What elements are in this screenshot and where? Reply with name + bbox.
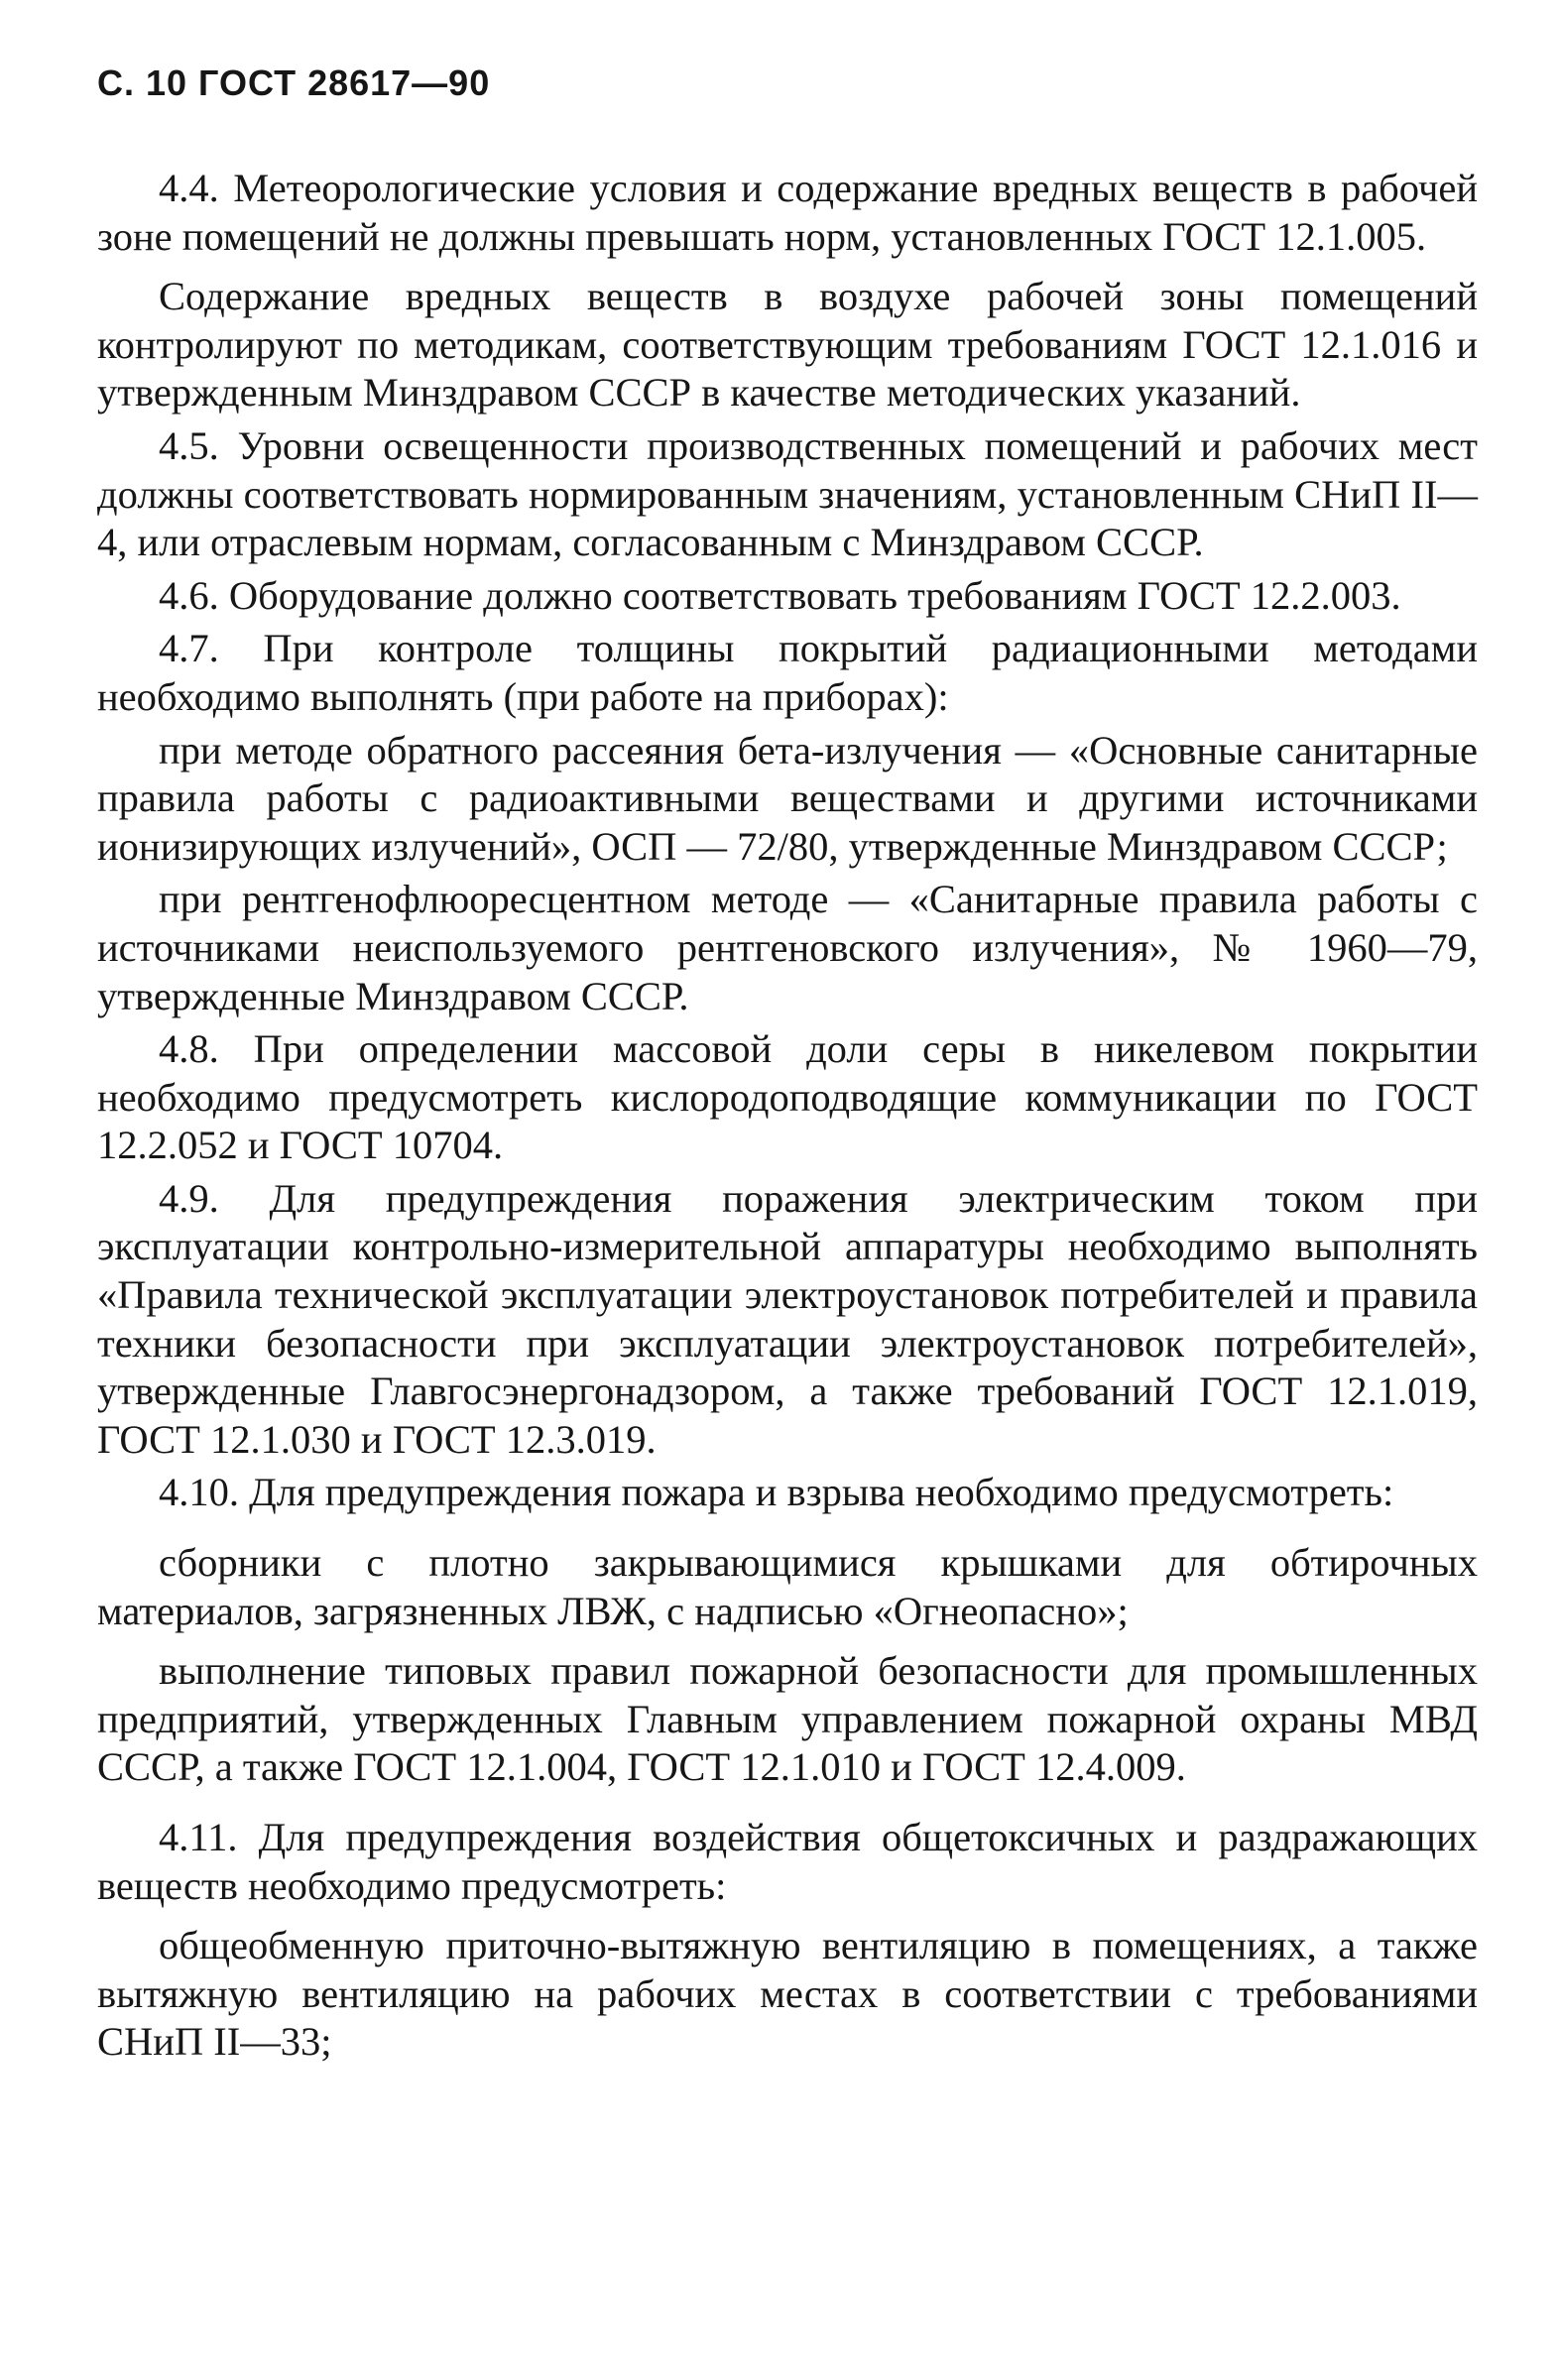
- paragraph-4-10-fire-rules: выполнение типовых правил пожарной безопасности для промышленных предприятий, утвержденных Главным управлением пожарной охраны МВД СССР, а также ГОСТ 12.1.004, ГОСТ 12.1.010 и ГОСТ 12.4.009.: [97, 1648, 1478, 1790]
- paragraph-4-7-xray: при рентгенофлюоресцентном методе — «Санитарные правила работы с источниками неиспользуемого рентгеновского излучения», № 1960—79, утвержденные Минздравом СССР.: [97, 877, 1478, 1018]
- paragraph-4-4: 4.4. Метеорологические условия и содержание вредных веществ в рабочей зоне помещений не должны превышать норм, установленных ГОСТ 12.1.005.: [97, 166, 1478, 259]
- paragraph-4-4-control: Содержание вредных веществ в воздухе рабочей зоны помещений контролируют по методикам, соответствующим требованиям ГОСТ 12.1.016 и утвержденным Минздравом СССР в качестве методических указаний.: [97, 274, 1478, 416]
- paragraph-4-10-collectors: сборники с плотно закрывающимися крышками для обтирочных материалов, загрязненных ЛВЖ, с надписью «Огнеопасно»;: [97, 1540, 1478, 1633]
- page-header: С. 10 ГОСТ 28617—90: [97, 62, 491, 103]
- paragraph-4-9: 4.9. Для предупреждения поражения электрическим током при эксплуатации контрольно-измерительной аппаратуры необходимо выполнять «Правила технической эксплуатации электроустановок потребителей и правила техники безопасности при эксплуатации электроустановок потребителей», утвержденные Главгосэнергонадзором, а также требований ГОСТ 12.1.019, ГОСТ 12.1.030 и ГОСТ 12.3.019.: [97, 1175, 1478, 1462]
- paragraph-4-7-beta: при методе обратного рассеяния бета-излучения — «Основные санитарные правила работы с радиоактивными веществами и другими источниками ионизирующих излучений», ОСП — 72/80, утвержденные Минздравом СССР;: [97, 727, 1478, 869]
- paragraph-4-8: 4.8. При определении массовой доли серы в никелевом покрытии необходимо предусмотреть кислородоподводящие коммуникации по ГОСТ 12.2.052 и ГОСТ 10704.: [97, 1026, 1478, 1168]
- document-page: [97, 58, 1478, 2338]
- paragraph-4-7: 4.7. При контроле толщины покрытий радиационными методами необходимо выполнять (при работе на приборах):: [97, 626, 1478, 719]
- document-body: [97, 165, 1478, 2067]
- paragraph-4-10: 4.10. Для предупреждения пожара и взрыва необходимо предусмотреть:: [159, 1470, 1394, 1515]
- paragraph-4-5: 4.5. Уровни освещенности производственных помещений и рабочих мест должны соответствовать нормированным значениям, установленным СНиП II—4, или отраслевым нормам, согласованным с Минздравом СССР.: [97, 422, 1478, 565]
- paragraph-4-6: 4.6. Оборудование должно соответствовать требованиям ГОСТ 12.2.003.: [159, 572, 1401, 618]
- paragraph-4-11-ventilation: общеобменную приточно-вытяжную вентиляцию в помещениях, а также вытяжную вентиляцию на рабочих местах в соответствии с требованиями СНиП II—33;: [97, 1923, 1478, 2065]
- paragraph-4-11: 4.11. Для предупреждения воздействия общетоксичных и раздражающих веществ необходимо предусмотреть:: [97, 1815, 1478, 1908]
